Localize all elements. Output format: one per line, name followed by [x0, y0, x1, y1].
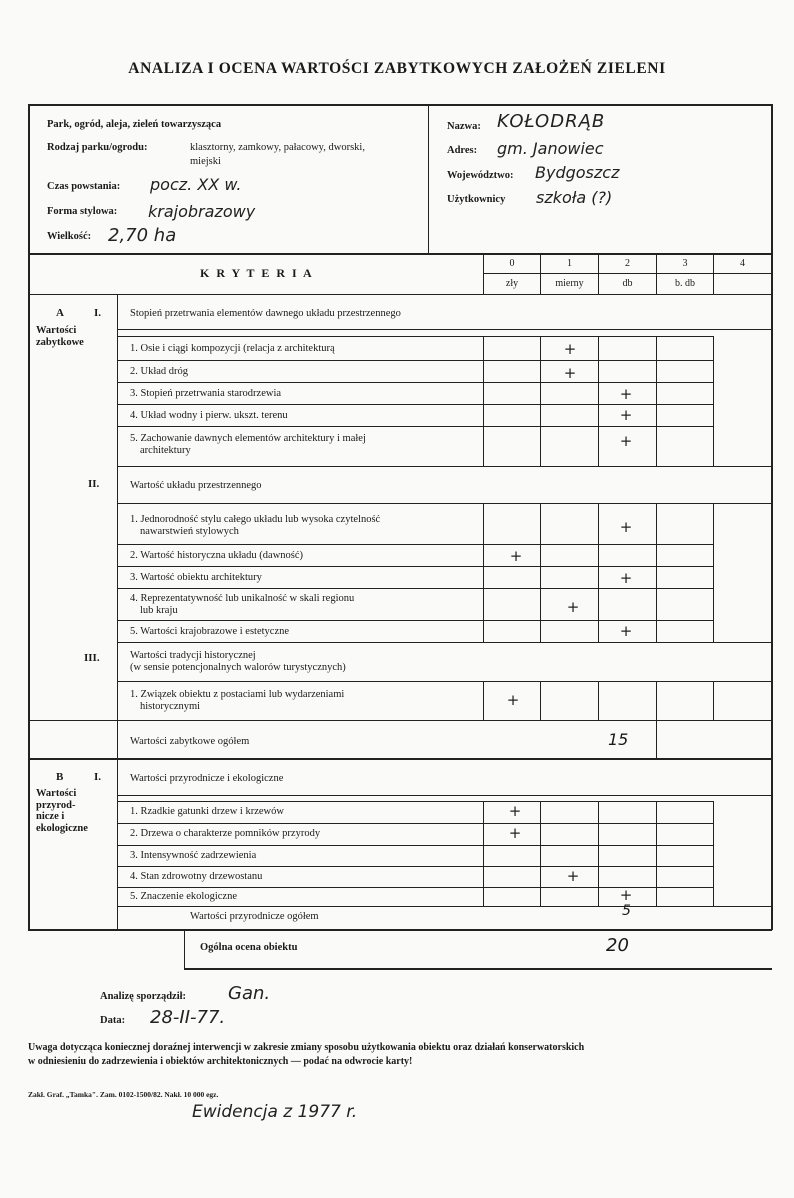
mark-b5: +	[619, 622, 633, 640]
score-label-3: b. db	[675, 278, 695, 289]
section-a-letter: A	[56, 307, 64, 319]
park-types-line: Park, ogród, aleja, zieleń towarzysząca	[47, 119, 222, 130]
wojewodztwo-value: Bydgoszcz	[535, 163, 620, 182]
data-label: Data:	[100, 1015, 126, 1026]
score-2: 2	[625, 258, 630, 269]
section-b-name: Wartości przyrod- nicze i ekologiczne	[36, 788, 88, 834]
section-b-i: I.	[94, 771, 102, 783]
section-a-iii-subtitle: (w sensie potencjonalnych walorów turystycznych)	[130, 662, 346, 673]
criterion-b4-line2: lub kraju	[140, 605, 178, 616]
criterion-a3: 3. Stopień przetrwania starodrzewia	[130, 388, 282, 399]
criterion-b4: 4. Reprezentatywność lub unikalność w skali regionu	[130, 593, 355, 604]
rodzaj-options-2: miejski	[190, 156, 221, 167]
criterion-a5: 5. Zachowanie dawnych elementów architektury i małej	[130, 433, 366, 444]
score-4: 4	[740, 258, 745, 269]
criterion-a4: 4. Układ wodny i pierw. ukszt. terenu	[130, 410, 288, 421]
criterion-d4: 4. Stan zdrowotny drzewostanu	[130, 871, 263, 882]
mark-b4: +	[566, 598, 580, 616]
section-a-ii: II.	[88, 478, 100, 490]
section-a-ii-title: Wartość układu przestrzennego	[130, 480, 262, 491]
mark-d4: +	[566, 867, 580, 885]
mark-a5: +	[619, 432, 633, 450]
nazwa-label: Nazwa:	[447, 121, 481, 132]
uzytkownicy-label: Użytkownicy	[447, 194, 506, 205]
criterion-d3: 3. Intensywność zadrzewienia	[130, 850, 257, 861]
forma-label: Forma stylowa:	[47, 206, 118, 217]
wielkosc-label: Wielkość:	[47, 231, 92, 242]
rodzaj-label: Rodzaj parku/ogrodu:	[47, 142, 148, 153]
section-a-iii: III.	[84, 652, 100, 664]
score-0: 0	[509, 258, 515, 269]
adres-value: gm. Janowiec	[497, 139, 604, 158]
czas-label: Czas powstania:	[47, 181, 121, 192]
uwaga-note: Uwaga dotycząca koniecznej doraźnej interwencji w zakresie zmiany sposobu użytkowania obiektu oraz działań konserwatorskich w odniesieniu do zadrzewienia i obiektów architektonicznych — podać na odwrocie karty!	[28, 1042, 585, 1067]
overall-value: 20	[606, 935, 629, 956]
form-title: ANALIZA I OCENA WARTOŚCI ZABYTKOWYCH ZAŁOŻEŃ ZIELENI	[128, 60, 666, 77]
criterion-b5: 5. Wartości krajobrazowe i estetyczne	[130, 626, 290, 637]
mark-b3: +	[619, 569, 633, 587]
criterion-d2: 2. Drzewa o charakterze pomników przyrody	[130, 828, 321, 839]
criterion-d1: 1. Rzadkie gatunki drzew i krzewów	[130, 806, 284, 817]
criterion-a2: 2. Układ dróg	[130, 366, 189, 377]
mark-d2: +	[508, 824, 522, 842]
section-a-total-label: Wartości zabytkowe ogółem	[130, 736, 250, 747]
criterion-c1: 1. Związek obiektu z postaciami lub wydarzeniami	[130, 689, 345, 700]
data-value: 28-II-77.	[150, 1007, 226, 1028]
criterion-a1: 1. Osie i ciągi kompozycji (relacja z architekturą	[130, 343, 335, 354]
score-1: 1	[567, 258, 572, 269]
criterion-a5-line2: architektury	[140, 445, 191, 456]
score-label-2: db	[622, 278, 633, 289]
mark-a1: +	[563, 340, 577, 358]
handwritten-note: Ewidencja z 1977 r.	[192, 1102, 358, 1122]
rodzaj-options: klasztorny, zamkowy, pałacowy, dworski,	[190, 142, 365, 153]
criterion-b1-line2: nawarstwień stylowych	[140, 526, 239, 537]
wojewodztwo-label: Województwo:	[447, 170, 514, 181]
criterion-c1-line2: historycznymi	[140, 701, 201, 712]
czas-value: pocz. XX w.	[150, 175, 242, 194]
section-a-name: Wartości zabytkowe	[36, 325, 84, 348]
section-a-i: I.	[94, 307, 102, 319]
mark-a2: +	[563, 364, 577, 382]
uzytkownicy-value: szkoła (?)	[536, 188, 613, 207]
criterion-d5: 5. Znaczenie ekologiczne	[130, 891, 237, 902]
section-b-total-value: 5	[622, 903, 631, 919]
analize-signature: Gan.	[228, 983, 271, 1004]
nazwa-value: KOŁODRĄB	[497, 111, 606, 132]
overall-label: Ogólna ocena obiektu	[200, 942, 298, 953]
criterion-b2: 2. Wartość historyczna układu (dawność)	[130, 550, 304, 561]
kryteria-header: K R Y T E R I A	[200, 266, 314, 280]
adres-label: Adres:	[447, 145, 478, 156]
section-a-i-title: Stopień przetrwania elementów dawnego układu przestrzennego	[130, 308, 401, 319]
section-a-iii-title: Wartości tradycji historycznej	[130, 650, 256, 661]
print-info: Zakł. Graf. „Tamka". Zam. 0102-1500/82. Nakł. 10 000 egz.	[28, 1090, 219, 1099]
score-label-0: zły	[505, 278, 519, 289]
mark-b1: +	[619, 518, 633, 536]
forma-value: krajobrazowy	[148, 202, 256, 221]
mark-d5: +	[619, 886, 633, 904]
criterion-b3: 3. Wartość obiektu architektury	[130, 572, 262, 583]
section-b-i-title: Wartości przyrodnicze i ekologiczne	[130, 773, 284, 784]
mark-a4: +	[619, 406, 633, 424]
analize-label: Analizę sporządził:	[100, 991, 187, 1002]
score-3: 3	[682, 258, 688, 269]
criterion-b1: 1. Jednorodność stylu całego układu lub wysoka czytelność	[130, 514, 381, 525]
mark-b2: +	[509, 547, 523, 565]
mark-c1: +	[506, 691, 520, 709]
section-b-letter: B	[56, 771, 64, 783]
score-label-1: mierny	[555, 278, 584, 289]
section-b-total-label: Wartości przyrodnicze ogółem	[190, 911, 319, 922]
mark-a3: +	[619, 385, 633, 403]
mark-d1: +	[508, 802, 522, 820]
wielkosc-value: 2,70 ha	[108, 225, 177, 246]
section-a-total-value: 15	[608, 730, 629, 749]
